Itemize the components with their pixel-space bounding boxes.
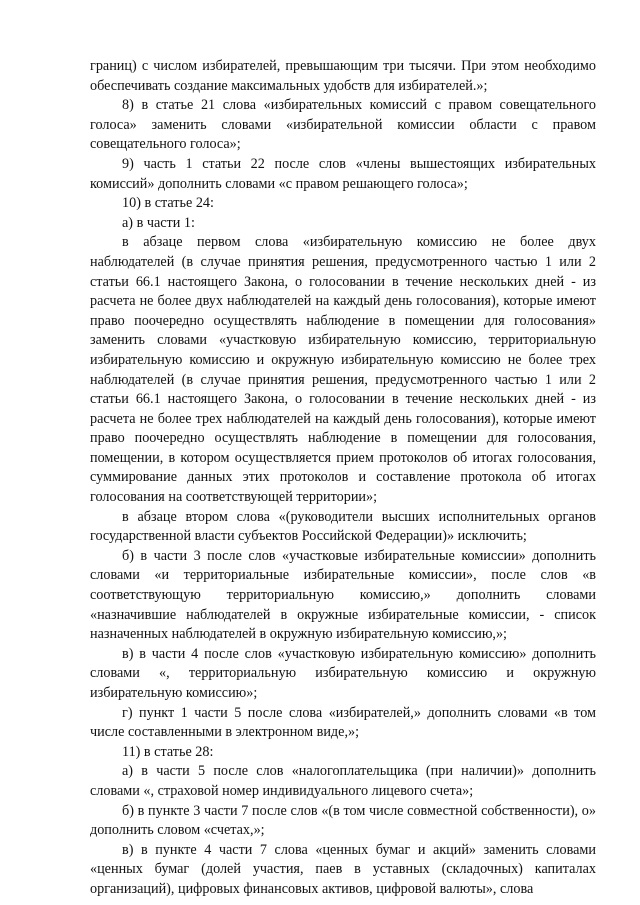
paragraph: в абзаце втором слова «(руководители высших исполнительных органов государственной власти субъектов Российской Федерации)» исключить;	[90, 508, 596, 545]
paragraph: границ) с числом избирателей, превышающим три тысячи. При этом необходимо обеспечивать создание максимальных удобств для избирателей.»;	[90, 58, 596, 94]
paragraph: в) в части 4 после слов «участковую избирательную комиссию» дополнить словами «, территориальную избирательную комиссию и окружную избирательную комиссию»;	[90, 645, 596, 701]
paragraph: а) в части 5 после слов «налогоплательщика (при наличии)» дополнить словами «, страховой номер индивидуального лицевого счета»;	[90, 763, 596, 799]
paragraph: б) в пункте 3 части 7 после слов «(в том числе совместной собственности), о» дополнить словом «счетах,»;	[90, 802, 596, 839]
document-page	[90, 57, 596, 900]
paragraph: а) в части 1:	[122, 214, 195, 231]
paragraph: в) в пункте 4 части 7 слова «ценных бумаг и акций» заменить словами «ценных бумаг (долей участия, паев в уставных (складочных) капиталах организаций), цифровых финансовых активов, цифровой валюты», слова	[90, 841, 596, 897]
paragraph: 9) часть 1 статьи 22 после слов «члены вышестоящих избирательных комиссий» дополнить словами «с правом решающего голоса»;	[90, 155, 596, 192]
paragraph: 11) в статье 28:	[122, 743, 214, 760]
paragraph: 10) в статье 24:	[122, 195, 214, 212]
paragraph: б) в части 3 после слов «участковые избирательные комиссии» дополнить словами «и территориальные избирательные комиссии», после слов «в соответствующую территориальную комиссию,» дополнить словами «назначившие наблюдателей в окружные избирательные комиссии, - список назначенных наблюдателей в окружную избирательную комиссию,»;	[90, 547, 596, 643]
paragraph: г) пункт 1 части 5 после слова «избирателей,» дополнить словами «в том числе составленными в электронном виде,»;	[90, 704, 596, 741]
paragraph: в абзаце первом слова «избирательную комиссию не более двух наблюдателей (в случае принятия решения, предусмотренного частью 1 или 2 статьи 66.1 настоящего Закона, о голосовании в течение нескольких дней - из расчета не более двух наблюдателей на каждый день голосования), которые имеют право поочередно осуществлять наблюдение в помещении для голосования» заменить словами «участковую избирательную комиссию, территориальную избирательную комиссию и окружную избирательную комиссию не более трех наблюдателей (в случае принятия решения, предусмотренного частью 1 или 2 статьи 66.1 настоящего Закона, о голосовании в течение нескольких дней - из расчета не более трех наблюдателей на каждый день голосования), которые имеют право поочередно осуществлять наблюдение в помещении для голосования, помещении, в котором осуществляется прием протоколов об итогах голосования, суммирование данных этих протоколов и составление протокола об итогах голосования на соответствующей территории»;	[90, 234, 596, 506]
paragraph: 8) в статье 21 слова «избирательных комиссий с правом совещательного голоса» заменить словами «избирательной комиссии области с правом совещательного голоса»;	[90, 97, 596, 153]
